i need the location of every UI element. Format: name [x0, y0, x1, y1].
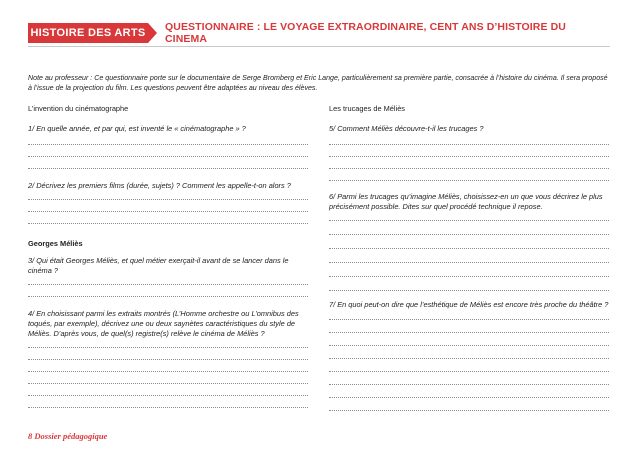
- answer-line[interactable]: [28, 395, 308, 396]
- answer-line[interactable]: [329, 262, 609, 263]
- answer-line[interactable]: [28, 284, 308, 285]
- question-6: 6/ Parmi les trucages qu’imagine Méliès, choisissez-en un que vous décrirez le plus précisément possible. Dites sur quel procédé technique il repose.: [329, 192, 603, 211]
- answer-line[interactable]: [28, 383, 308, 384]
- answer-line[interactable]: [28, 359, 308, 360]
- answer-line[interactable]: [28, 347, 308, 348]
- answer-line[interactable]: [28, 211, 308, 212]
- answer-line[interactable]: [329, 319, 609, 320]
- answer-line[interactable]: [329, 290, 609, 291]
- answer-line[interactable]: [329, 276, 609, 277]
- answer-line[interactable]: [28, 144, 308, 145]
- answer-line[interactable]: [329, 410, 609, 411]
- answer-line[interactable]: [28, 168, 308, 169]
- answer-line[interactable]: [329, 248, 609, 249]
- answer-line[interactable]: [28, 199, 308, 200]
- answer-line[interactable]: [329, 156, 609, 157]
- header-arrow-decoration: [148, 23, 157, 43]
- question-1: 1/ En quelle année, et par qui, est inventé le « cinématographe » ?: [28, 124, 246, 133]
- answer-line[interactable]: [329, 332, 609, 333]
- answer-line[interactable]: [28, 156, 308, 157]
- page-title: QUESTIONNAIRE : LE VOYAGE EXTRAORDINAIRE, CENT ANS D’HISTOIRE DU CINEMA: [165, 21, 566, 45]
- answer-line[interactable]: [329, 168, 609, 169]
- section-heading-trucages: Les trucages de Méliès: [329, 104, 405, 113]
- answer-line[interactable]: [28, 371, 308, 372]
- answer-line[interactable]: [329, 234, 609, 235]
- answer-line[interactable]: [28, 296, 308, 297]
- answer-line[interactable]: [329, 144, 609, 145]
- section-heading-invention: L’invention du cinématographe: [28, 104, 129, 113]
- answer-line[interactable]: [329, 397, 609, 398]
- teacher-note: Note au professeur : Ce questionnaire porte sur le documentaire de Serge Bromberg et Eric Lange, particulièrement sa première partie, consacrée à l’histoire du cinéma. Il sera proposé à l’issue de la projection du film. Les questions peuvent être adaptées au niveau des élèves.: [28, 74, 608, 92]
- answer-line[interactable]: [28, 223, 308, 224]
- section-heading-melies: Georges Méliès: [28, 239, 83, 248]
- answer-line[interactable]: [329, 180, 609, 181]
- question-4: 4/ En choisissant parmi les extraits montrés (L’Homme orchestre ou L’omnibus des toqués, par exemple), décrivez une ou deux saynètes caractéristiques du style de Méliès. D’après vous, de quel(s) registre(s) relève le cinéma de Méliès ?: [28, 309, 299, 338]
- answer-line[interactable]: [329, 358, 609, 359]
- footer-page-label: 8 Dossier pédagogique: [28, 431, 108, 441]
- answer-line[interactable]: [329, 384, 609, 385]
- answer-line[interactable]: [329, 345, 609, 346]
- question-7: 7/ En quoi peut-on dire que l’esthétique de Méliès est encore très proche du théâtre ?: [329, 300, 609, 309]
- question-3: 3/ Qui était Georges Méliès, et quel métier exerçait-il avant de se lancer dans le cinéma ?: [28, 256, 289, 275]
- header-section-label: HISTOIRE DES ARTS: [28, 23, 148, 43]
- answer-line[interactable]: [28, 407, 308, 408]
- answer-line[interactable]: [329, 220, 609, 221]
- question-2: 2/ Décrivez les premiers films (durée, sujets) ? Comment les appelle-t-on alors ?: [28, 181, 291, 190]
- question-5: 5/ Comment Méliès découvre-t-il les trucages ?: [329, 124, 484, 133]
- answer-line[interactable]: [329, 371, 609, 372]
